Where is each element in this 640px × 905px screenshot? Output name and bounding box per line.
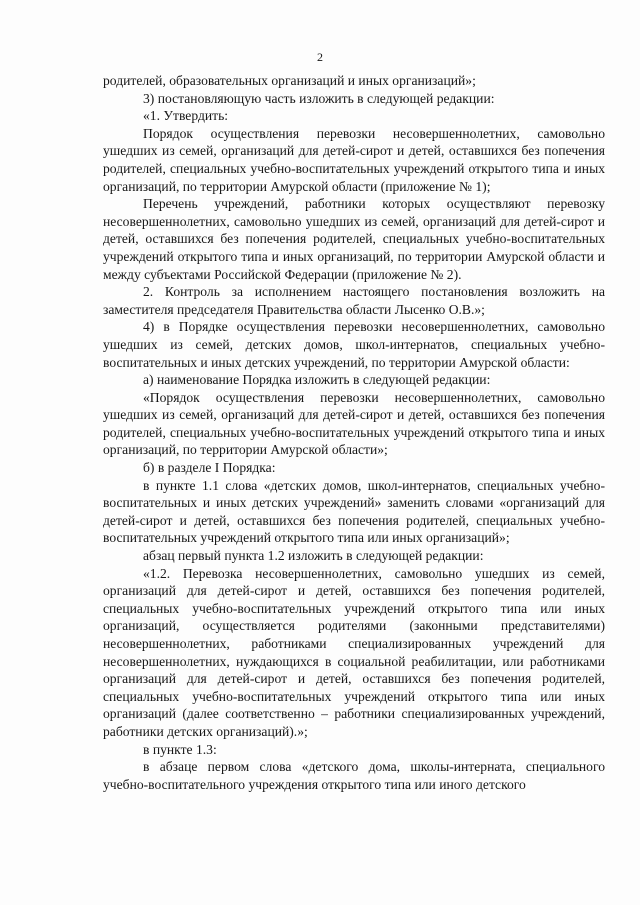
paragraph: абзац первый пункта 1.2 изложить в следующей редакции:: [143, 548, 484, 564]
paragraph: 3) постановляющую часть изложить в следующей редакции:: [143, 90, 495, 106]
paragraph: «1.2. Перевозка несовершеннолетних, самовольно ушедших из семей, организаций для детей-сирот и детей, оставшихся без попечения родителей, специальных учебно-воспитательных учреждений открытого типа или иных организаций, осуществляется родителями (законными представителями) несовершеннолетних, работниками специализированных учреждений для несовершеннолетних, нуждающихся в социальной реабилитации, или работниками организаций для детей-сирот и детей, оставшихся без попечения родителей, специальных учебно-воспитательных учреждений открытого типа или иных организаций (далее соответственно – работники специализированных учреждений, работники детских организаций).»;: [103, 565, 605, 739]
paragraph: «1. Утвердить:: [143, 108, 229, 124]
document-body: [103, 72, 605, 793]
page-number: 2: [317, 50, 323, 64]
paragraph: Порядок осуществления перевозки несовершеннолетних, самовольно ушедших из семей, организаций для детей-сирот и детей, оставшихся без попечения родителей, специальных учебно-воспитательных учреждений открытого типа и иных организаций, по территории Амурской области (приложение № 1);: [103, 125, 605, 194]
paragraph: 2. Контроль за исполнением настоящего постановления возложить на заместителя председателя Правительства области Лысенко О.В.»;: [103, 284, 605, 317]
paragraph: «Порядок осуществления перевозки несовершеннолетних, самовольно ушедших из семей, организаций для детей-сирот и детей, оставшихся без попечения родителей, специальных учебно-воспитательных учреждений открытого типа и иных организаций, по территории Амурской области»;: [103, 389, 605, 458]
paragraph: б) в разделе I Порядка:: [143, 460, 276, 476]
paragraph: в пункте 1.3:: [143, 741, 217, 757]
paragraph: 4) в Порядке осуществления перевозки несовершеннолетних, самовольно ушедших из семей, детских домов, школ-интернатов, специальных учебно-воспитательных и иных детских учреждений, по территории Амурской области:: [103, 319, 605, 370]
paragraph: в пункте 1.1 слова «детских домов, школ-интернатов, специальных учебно-воспитательных и иных детских учреждений» заменить словами «организаций для детей-сирот и детей, оставшихся без попечения родителей, специальных учебно-воспитательных учреждений открытого типа или иных организаций»;: [103, 477, 605, 546]
paragraph: Перечень учреждений, работники которых осуществляют перевозку несовершеннолетних, самовольно ушедших из семей, организаций для детей-сирот и детей, оставшихся без попечения родителей, специальных учебно-воспитательных учреждений открытого типа и иных организаций, по территории Амурской области и между субъектами Российской Федерации (приложение № 2).: [103, 196, 605, 282]
paragraph: родителей, образовательных организаций и иных организаций»;: [103, 73, 476, 88]
paragraph: а) наименование Порядка изложить в следующей редакции:: [143, 372, 491, 388]
paragraph: в абзаце первом слова «детского дома, школы-интерната, специального учебно-воспитательного учреждения открытого типа или иного детского: [103, 759, 605, 792]
